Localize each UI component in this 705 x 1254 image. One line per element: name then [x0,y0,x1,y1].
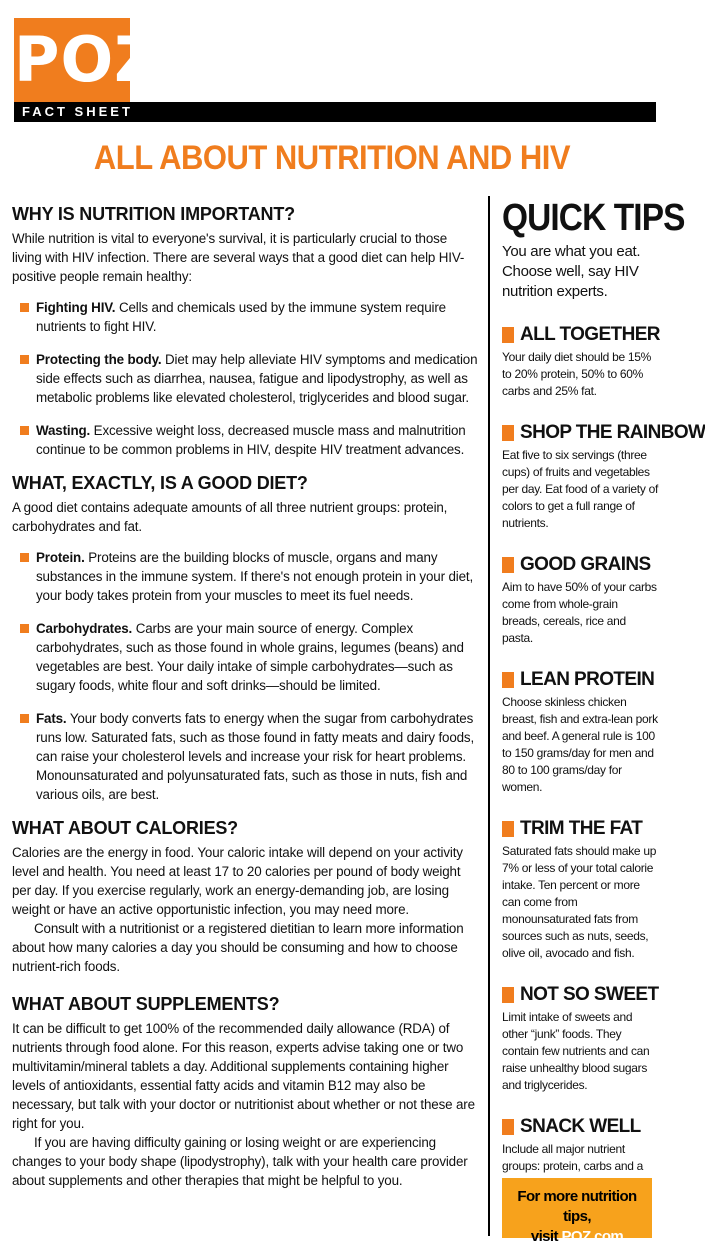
tip-heading-text: TRIM THE FAT [520,818,643,839]
tip-body: Include all major nutrient groups: protein, carbs and a [502,1142,644,1173]
tip-body: Aim to have 50% of your carbs come from whole-grain breads, cereals, rice and pasta. [502,580,657,645]
bullet-list [20,298,480,459]
tip-trim-the-fat [502,818,658,962]
tip-body: Limit intake of sweets and other “junk” foods. They contain few nutrients and can raise unhealthy blood sugars and triglycerides. [502,1010,650,1092]
bullet-item [20,350,480,407]
tip-not-so-sweet [502,984,658,1094]
tip-heading [502,324,658,346]
bullet-item [20,298,480,336]
promo-link[interactable]: POZ.com [561,1228,624,1245]
bullet-term: Protein. [36,550,85,565]
bullet-item [20,548,480,605]
square-bullet-icon [502,821,514,837]
bullet-text: Cells and chemicals used by the immune system require nutrients to fight HIV. [36,300,446,334]
square-bullet-icon [502,672,514,688]
poz-logo: POZ [14,18,130,102]
bullet-term: Fighting HIV. [36,300,116,315]
quick-tips-title: QUICK TIPS [502,197,685,239]
bullet-term: Protecting the body. [36,352,162,367]
fact-sheet-label: FACT SHEET [22,104,133,119]
promo-line-2 [502,1227,652,1247]
section-heading-good-diet: WHAT, EXACTLY, IS A GOOD DIET? [12,473,308,493]
bullet-term: Fats. [36,711,67,726]
section-heading-calories: WHAT ABOUT CALORIES? [12,818,238,838]
bullet-text: Your body converts fats to energy when the sugar from carbohydrates runs low. Saturated fats, such as those found in fatty meats and dairy foods, can raise your cholesterol levels and increase your risk for heart problems. Monounsaturated and polyunsaturated fats, such as those in nuts, fish and various oils, are best. [36,711,475,802]
quick-tips-sidebar [502,197,705,1192]
bullet-item [20,709,480,804]
bullet-list [20,548,480,804]
tip-good-grains [502,554,658,647]
tip-lean-protein [502,669,658,796]
tip-heading-text: ALL TOGETHER [520,324,660,345]
tip-heading [502,554,658,576]
column-divider [488,196,490,1236]
main-column [12,204,480,1190]
square-bullet-icon [502,987,514,1003]
tip-heading-text: LEAN PROTEIN [520,669,655,690]
tip-heading [502,1116,658,1138]
quick-tips-subtitle: You are what you eat. Choose well, say HIV nutrition experts. [502,243,641,300]
tip-heading-text: SHOP THE RAINBOW [520,422,705,443]
bullet-text: Proteins are the building blocks of muscle, organs and many substances in the immune system. If there's not enough protein in your diet, your body takes protein from your muscles to meet its fuel needs. [36,550,474,603]
tip-body: Eat five to six servings (three cups) of fruits and vegetables per day. Eat food of a variety of colors to get a full range of nutrients. [502,448,658,530]
tip-heading [502,984,658,1006]
square-bullet-icon [502,557,514,573]
section-paragraph: If you are having difficulty gaining or losing weight or are experiencing changes to your body shape (lipodystrophy), talk with your health care provider about supplements and other therapies that might be helpful to you. [12,1135,468,1188]
bullet-text: Carbs are your main source of energy. Complex carbohydrates, such as those found in whole grains, legumes (beans) and vegetables are best. Your daily intake of simple carbohydrates—such as sugary foods, white flour and soft drinks—should be limited. [36,621,464,693]
bullet-text: Excessive weight loss, decreased muscle mass and malnutrition continue to be common problems in HIV, despite HIV treatment advances. [36,423,466,457]
bullet-term: Wasting. [36,423,91,438]
section-paragraph: Consult with a nutritionist or a registered dietitian to learn more information about how many calories a day you should be consuming and how to choose nutrient-rich foods. [12,921,464,974]
fact-sheet-bar [14,102,656,122]
promo-line-1: For more nutrition tips, [517,1188,637,1225]
tip-heading [502,422,705,444]
square-bullet-icon [502,1119,514,1135]
tip-heading [502,818,658,840]
tip-heading-text: NOT SO SWEET [520,984,659,1005]
square-bullet-icon [502,425,514,441]
tip-body: Your daily diet should be 15% to 20% protein, 50% to 60% carbs and 25% fat. [502,350,651,398]
tip-heading-text: GOOD GRAINS [520,554,651,575]
bullet-item [20,619,480,695]
bullet-text: Diet may help alleviate HIV symptoms and medication side effects such as diarrhea, nausea, fatigue and lipodystrophy, as well as metabolic problems like elevated cholesterol, triglycerides and blood sugar. [36,352,478,405]
section-paragraph: It can be difficult to get 100% of the recommended daily allowance (RDA) of nutrients through food alone. For this reason, experts advise taking one or two multivitamin/mineral tablets a day. Additional supplements containing higher levels of antioxidants, essential fatty acids and vitamin B12 may also be necessary, but talk with your doctor or nutritionist about whether or not these are right for you. [12,1021,475,1131]
tip-heading [502,669,658,691]
tip-all-together [502,324,658,400]
promo-box[interactable] [502,1178,652,1245]
section-paragraph: Calories are the energy in food. Your caloric intake will depend on your activity level and health. You need at least 17 to 20 calories per pound of body weight per day. If you exercise regularly, work an energy-demanding job, are losing weight or have an active opportunistic infection, you may need more. [12,845,463,917]
tip-heading-text: SNACK WELL [520,1116,641,1137]
tip-body: Choose skinless chicken breast, fish and extra-lean pork and beef. A general rule is 100 to 150 grams/day for men and 80 to 100 grams/day for women. [502,695,658,794]
bullet-term: Carbohydrates. [36,621,133,636]
page-title: ALL ABOUT NUTRITION AND HIV [93,138,571,177]
section-intro: A good diet contains adequate amounts of all three nutrient groups: protein, carbohydrates and fat. [12,500,448,534]
section-heading-why: WHY IS NUTRITION IMPORTANT? [12,204,295,224]
promo-visit-text: visit [530,1228,562,1245]
tip-body: Saturated fats should make up 7% or less of your total calorie intake. Ten percent or more can come from monounsaturated fats from sources such as nuts, seeds, olive oil, avocado and fish. [502,844,657,960]
bullet-item [20,421,480,459]
tip-shop-the-rainbow [502,422,705,532]
square-bullet-icon [502,327,514,343]
section-heading-supplements: WHAT ABOUT SUPPLEMENTS? [12,994,280,1014]
section-intro: While nutrition is vital to everyone's survival, it is particularly crucial to those living with HIV infection. There are several ways that a good diet can help HIV-positive people remain healthy: [12,231,465,284]
